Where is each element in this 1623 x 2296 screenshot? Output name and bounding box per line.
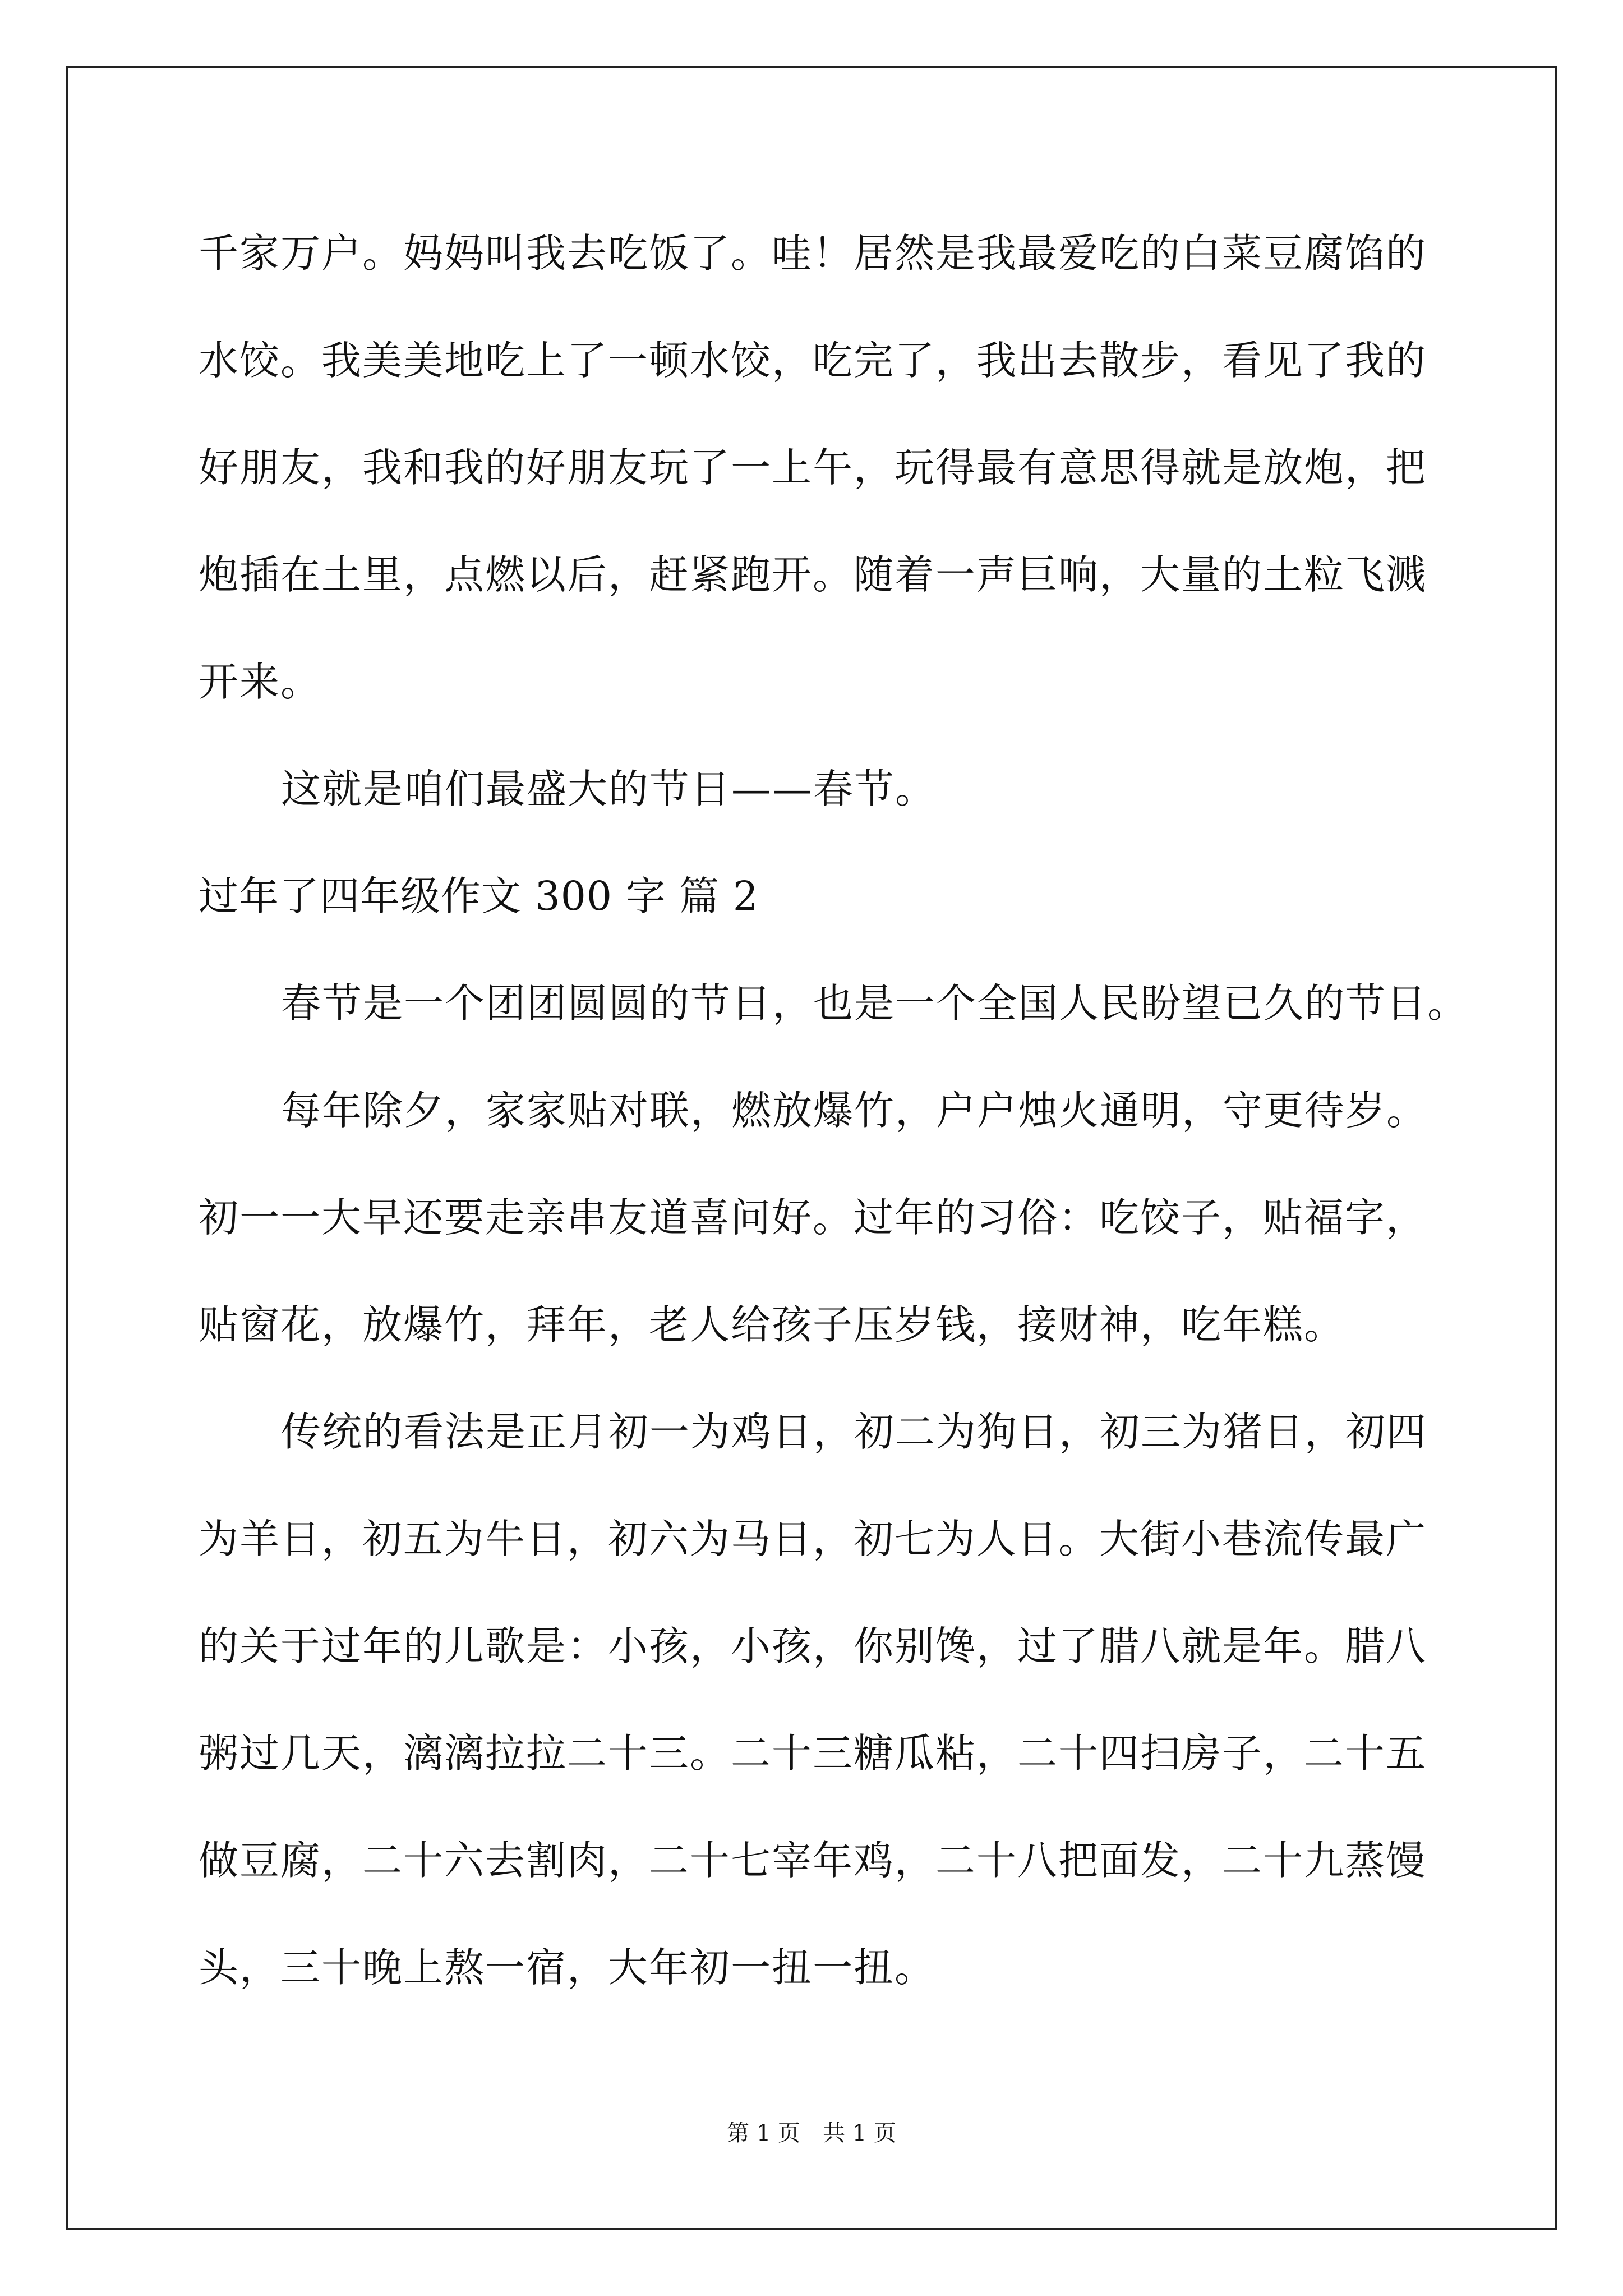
text-line: 开来。 — [199, 659, 322, 705]
text-line: 头，三十晚上熬一宿，大年初一扭一扭。 — [199, 1944, 936, 1991]
text-line: 为羊日，初五为牛日，初六为马日，初七为人日。大街小巷流传最广 — [199, 1516, 1427, 1562]
text-line: 贴窗花，放爆竹，拜年，老人给孩子压岁钱，接财神，吃年糕。 — [199, 1301, 1345, 1348]
text-line: 春节是一个团团圆圆的节日，也是一个全国人民盼望已久的节日。 — [281, 980, 1469, 1027]
document-body — [199, 200, 1469, 2021]
text-line: 的关于过年的儿歌是：小孩，小孩，你别馋，过了腊八就是年。腊八 — [199, 1623, 1427, 1669]
text-line: 传统的看法是正月初一为鸡日，初二为狗日，初三为猪日，初四 — [281, 1409, 1428, 1455]
section-heading: 过年了四年级作文 300 字 篇 2 — [199, 873, 759, 919]
text-line: 好朋友，我和我的好朋友玩了一上午，玩得最有意思得就是放炮，把 — [199, 444, 1427, 491]
page-number-footer: 第 1 页 共 1 页 — [727, 2120, 896, 2146]
text-line: 粥过几天，漓漓拉拉二十三。二十三糖瓜粘，二十四扫房子，二十五 — [199, 1730, 1427, 1777]
text-line: 炮插在土里，点燃以后，赶紧跑开。随着一声巨响，大量的土粒飞溅 — [199, 551, 1427, 598]
text-line: 初一一大早还要走亲串友道喜问好。过年的习俗：吃饺子，贴福字， — [199, 1194, 1427, 1241]
text-line: 每年除夕，家家贴对联，燃放爆竹，户户烛火通明，守更待岁。 — [281, 1087, 1428, 1134]
text-line: 这就是咱们最盛大的节日——春节。 — [281, 766, 937, 812]
text-line: 千家万户。妈妈叫我去吃饭了。哇！居然是我最爱吃的白菜豆腐馅的 — [199, 230, 1427, 277]
text-line: 做豆腐，二十六去割肉，二十七宰年鸡，二十八把面发，二十九蒸馒 — [199, 1837, 1427, 1884]
text-line: 水饺。我美美地吃上了一顿水饺，吃完了，我出去散步，看见了我的 — [199, 337, 1427, 384]
